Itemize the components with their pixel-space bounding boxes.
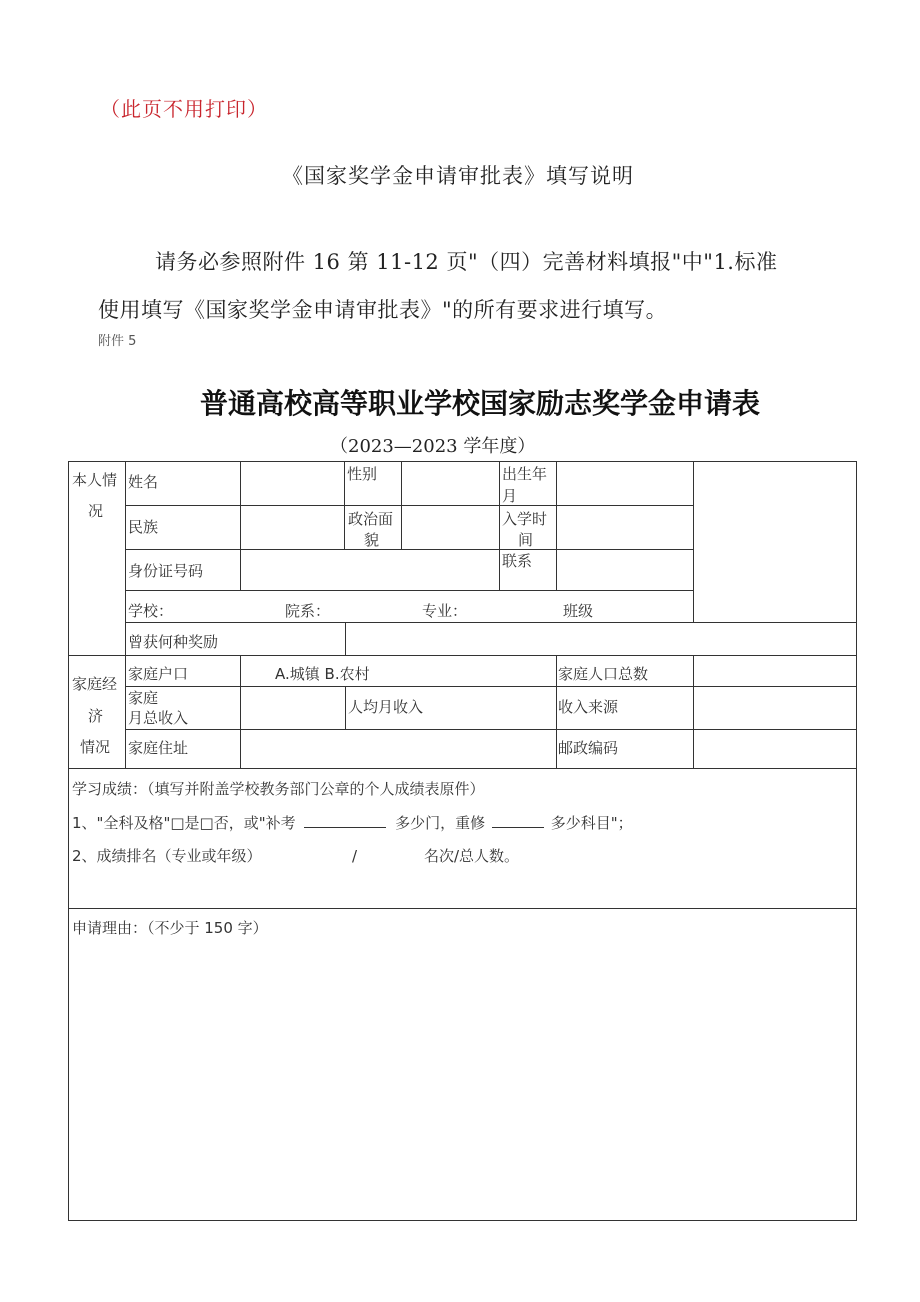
instructions-paragraph-line2: 使用填写《国家奖学金申请审批表》"的所有要求进行填写。 <box>98 298 668 322</box>
income-label: 家庭 <box>128 689 159 707</box>
personal-section-label: 本人情 <box>72 471 118 489</box>
study-line2: 2、成绩排名（专业或年级） <box>72 847 262 865</box>
income-field[interactable] <box>242 689 343 727</box>
family-section-label-cont: 济 <box>88 707 104 725</box>
class-label: 班级 <box>563 602 594 620</box>
per-capita-label: 人均月收入 <box>348 698 424 716</box>
gender-label: 性别 <box>347 465 378 483</box>
political-field[interactable] <box>403 510 497 548</box>
ethnicity-field[interactable] <box>242 510 342 548</box>
awards-label: 曾获何种奖励 <box>128 633 219 651</box>
address-field[interactable] <box>242 732 554 766</box>
reason-field[interactable] <box>72 945 852 1215</box>
birth-label: 出生年 <box>502 465 548 483</box>
gender-field[interactable] <box>403 466 497 504</box>
study-line1 <box>72 812 633 834</box>
department-label: 院系： <box>285 602 331 620</box>
name-label: 姓名 <box>128 473 159 491</box>
instructions-title: 《国家奖学金申请审批表》填写说明 <box>282 164 634 188</box>
study-line1-part3: 多少科目"； <box>550 814 633 832</box>
population-label: 家庭人口总数 <box>558 665 649 683</box>
family-section-label-end: 情况 <box>80 738 111 756</box>
school-label: 学校： <box>128 602 174 620</box>
contact-field[interactable] <box>558 553 691 589</box>
study-line1-part1: 1、"全科及格"□是□否，或"补考 <box>72 814 296 832</box>
contact-label: 联系 <box>502 552 533 570</box>
population-field[interactable] <box>695 658 854 685</box>
hukou-options[interactable]: A.城镇 B.农村 <box>275 665 370 683</box>
political-label-cont: 貌 <box>364 531 380 549</box>
awards-field[interactable] <box>347 625 854 653</box>
enroll-label-cont: 间 <box>518 531 534 549</box>
hukou-label: 家庭户口 <box>128 665 189 683</box>
ethnicity-label: 民族 <box>128 518 159 536</box>
enroll-label: 入学时 <box>502 510 548 528</box>
id-label: 身份证号码 <box>128 562 204 580</box>
postcode-label: 邮政编码 <box>558 739 619 757</box>
form-year: （2023—2023 学年度） <box>330 436 536 457</box>
address-label: 家庭住址 <box>128 739 189 757</box>
retake-blank[interactable] <box>492 813 544 828</box>
income-source-field[interactable] <box>695 689 854 727</box>
enroll-field[interactable] <box>558 510 691 548</box>
attachment-label: 附件 5 <box>98 334 137 349</box>
birth-field[interactable] <box>558 466 691 504</box>
form-title: 普通高校高等职业学校国家励志奖学金申请表 <box>200 387 761 420</box>
personal-section-label-cont: 况 <box>88 502 104 520</box>
study-heading: 学习成绩：（填写并附盖学校教务部门公章的个人成绩表原件） <box>72 780 485 798</box>
income-source-label: 收入来源 <box>558 698 619 716</box>
study-line1-part2: 多少门，重修 <box>395 814 486 832</box>
postcode-field[interactable] <box>695 732 854 766</box>
not-for-print-note: （此页不用打印） <box>100 97 268 121</box>
name-field[interactable] <box>242 466 342 504</box>
ranking-suffix: 名次/总人数。 <box>424 847 520 865</box>
major-label: 专业： <box>422 602 468 620</box>
instructions-paragraph-line1: 请务必参照附件 16 第 11-12 页"（四）完善材料填报"中"1.标准 <box>155 250 778 274</box>
id-field[interactable] <box>242 553 497 589</box>
political-label: 政治面 <box>348 510 394 528</box>
makeup-exam-blank[interactable] <box>304 813 386 828</box>
birth-label-cont: 月 <box>502 487 518 505</box>
ranking-slash: / <box>352 847 358 865</box>
reason-heading: 申请理由：（不少于 150 字） <box>72 919 268 937</box>
family-section-label: 家庭经 <box>72 675 118 693</box>
income-label-cont: 月总收入 <box>128 709 189 727</box>
